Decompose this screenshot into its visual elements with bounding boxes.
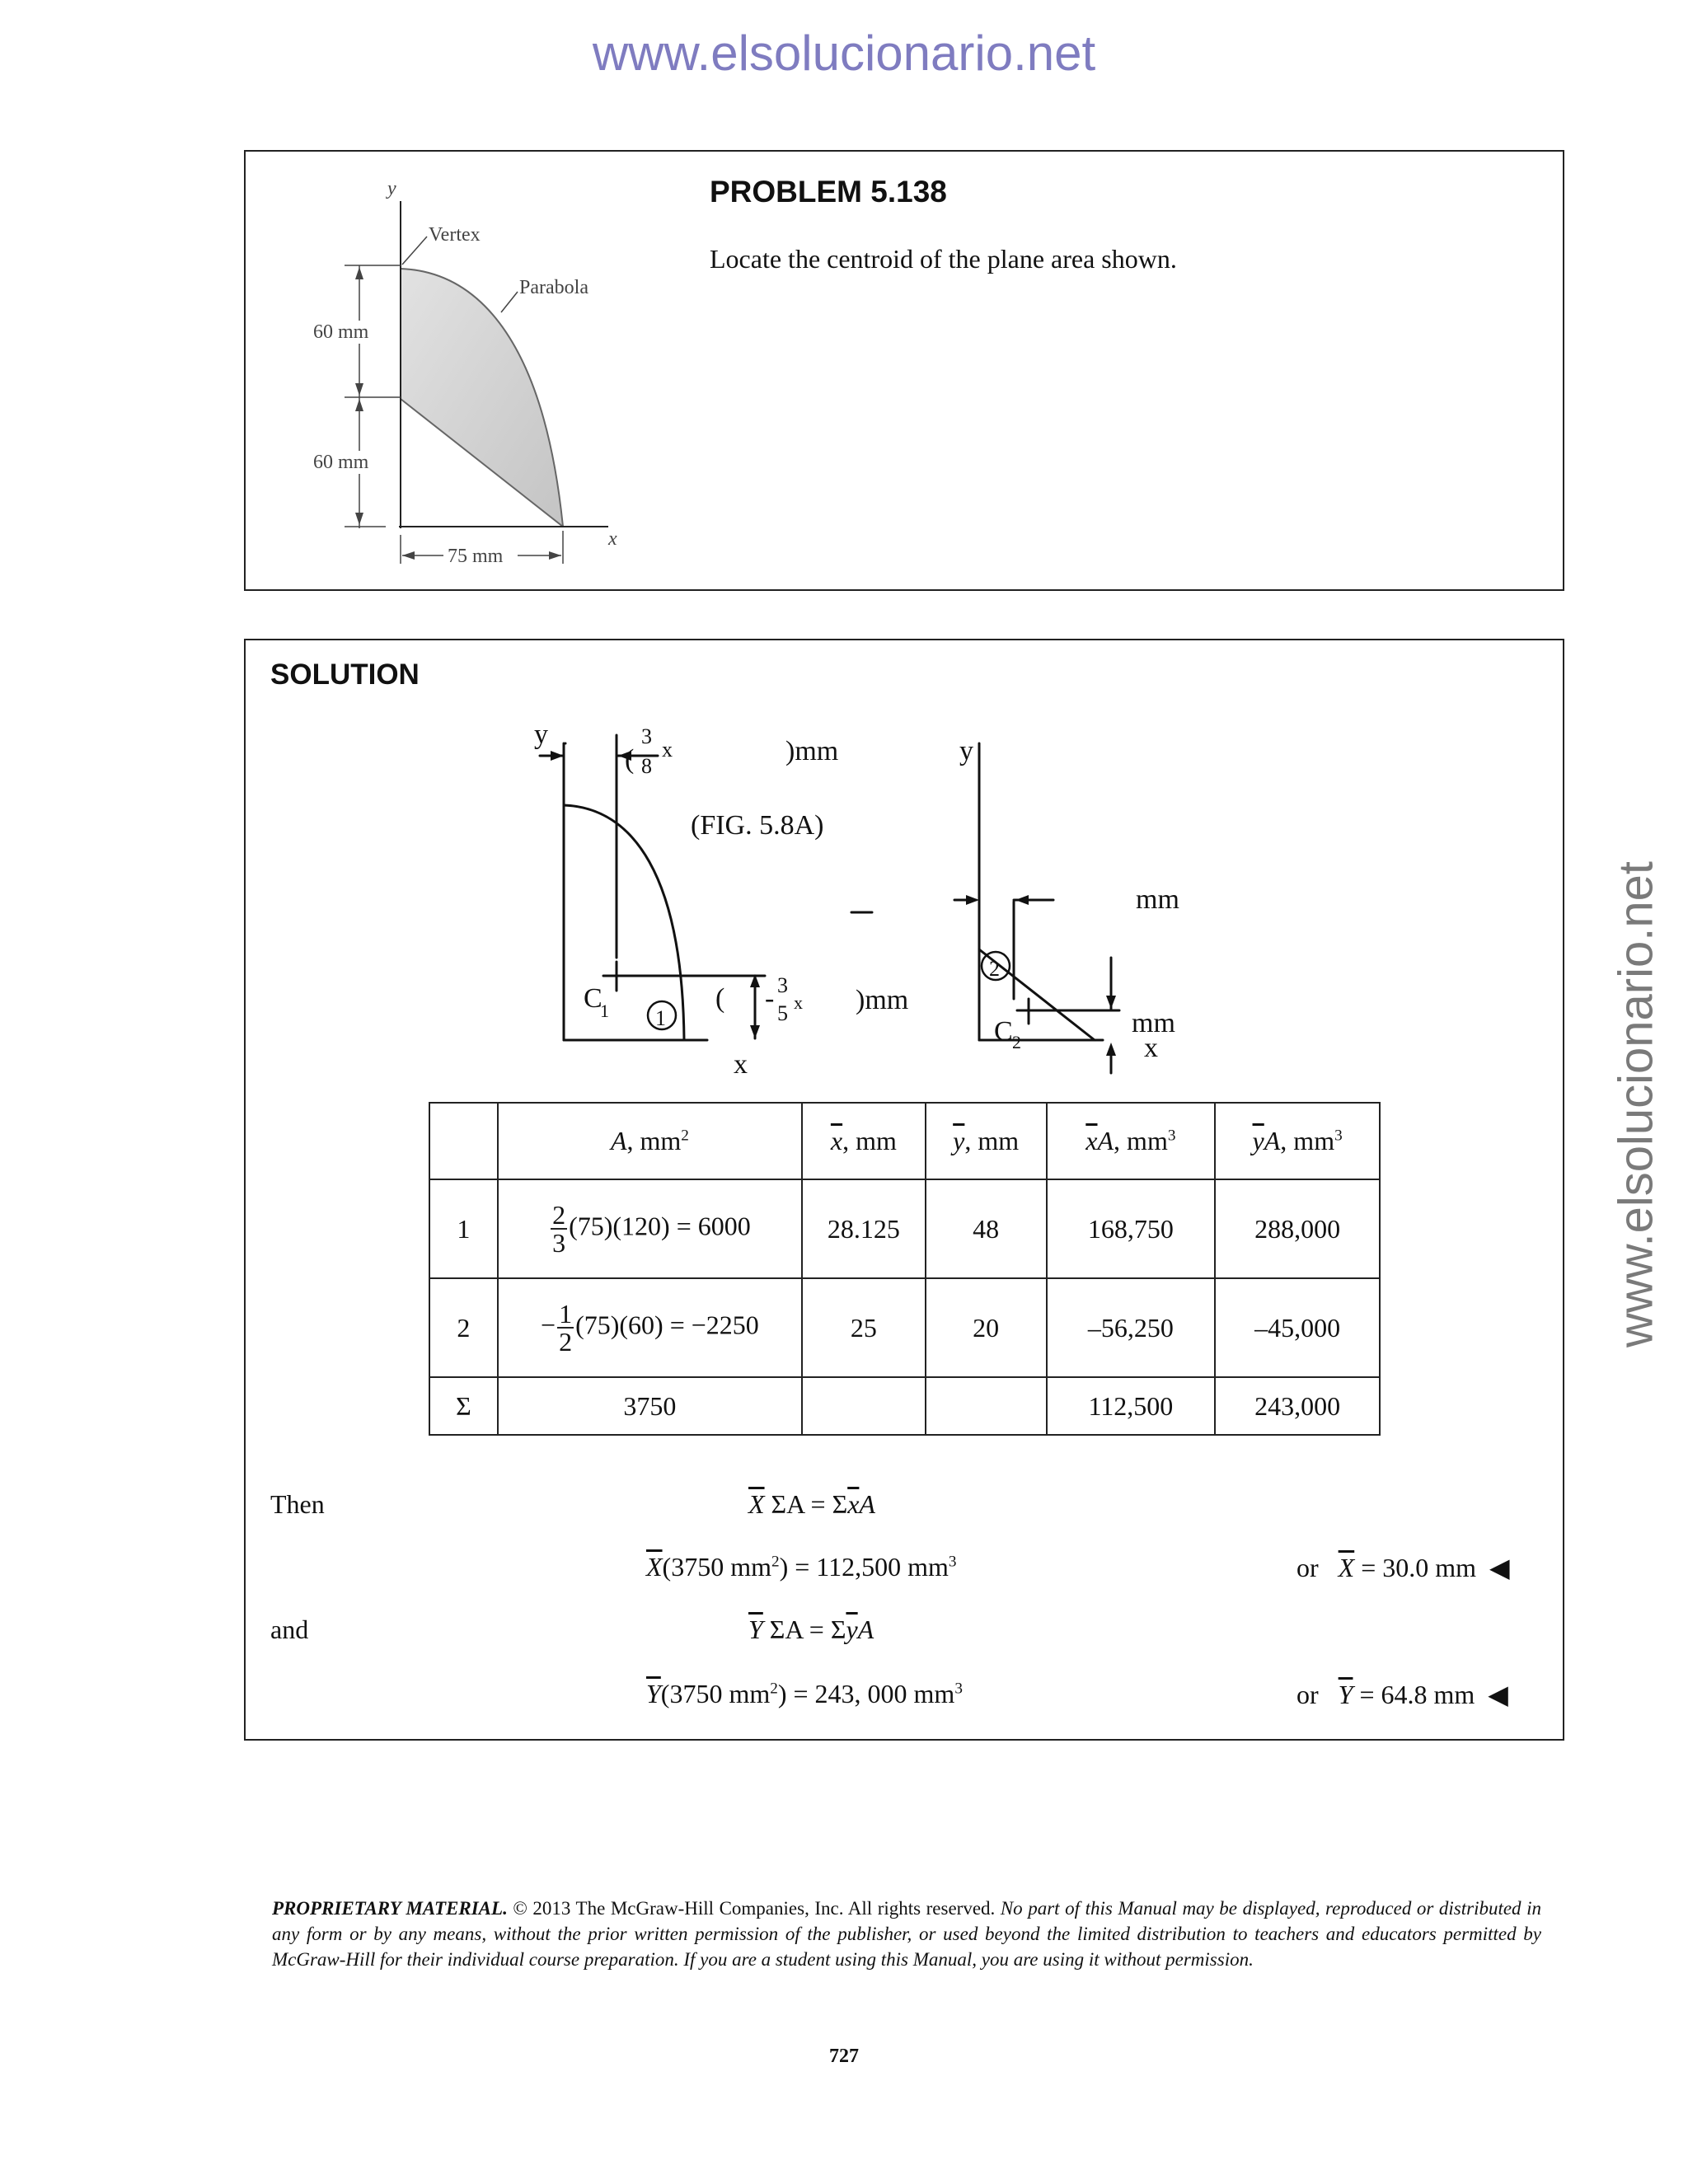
sketch-xbar1-num: 3 <box>641 724 652 748</box>
header-ybar: $\overline{y}$, mm <box>926 1103 1047 1179</box>
sketch-region2: 2 <box>989 957 1000 981</box>
sketch-axis-y2: y <box>959 736 973 766</box>
sketch-axis-y1: y <box>534 719 548 750</box>
row-area: − $\frac{1}{2}$ (75)(60) = −2250 <box>498 1278 802 1377</box>
sketch-c2-sub: 2 <box>1012 1032 1021 1052</box>
sketch-xbar1-open: ( <box>625 744 635 775</box>
answer-marker-icon: ◀ <box>1489 1553 1510 1582</box>
watermark-side: www.elsolucionario.net <box>1609 861 1663 1347</box>
row-ybar: 20 <box>926 1278 1047 1377</box>
result-y: or $\overline{Y} = 64.8$ mm ◀ <box>1296 1680 1508 1709</box>
sum-symbol: Σ <box>429 1377 498 1435</box>
dim-width-label: 75 mm <box>448 546 504 567</box>
row-xa: 168,750 <box>1047 1179 1216 1278</box>
sum-ya: 243,000 <box>1215 1377 1380 1435</box>
shaded-area <box>401 269 563 527</box>
problem-title: PROBLEM 5.138 <box>710 175 947 209</box>
then-label: Then <box>270 1489 325 1519</box>
row-ya: –45,000 <box>1215 1278 1380 1377</box>
header-xa: $\overline{x}A$, $mm^3$ <box>1047 1103 1216 1179</box>
sketch-c1: C <box>584 983 603 1014</box>
and-label: and <box>270 1615 309 1644</box>
solution-title: SOLUTION <box>270 658 420 691</box>
axis-label-x: x <box>608 528 617 550</box>
sketch-c2: C <box>994 1016 1013 1047</box>
solution-box <box>244 639 1564 1741</box>
sketch-ybar1-pre: - <box>765 983 775 1014</box>
equation-3: $\overline{Y}$ $\Sigma A = \Sigma\overline{y}A$ <box>748 1615 874 1644</box>
result-x: or $\overline{X} = 30.0$ mm ◀ <box>1296 1553 1510 1582</box>
equation-2: $\overline{X}(3750$ $mm^2) = 112,500$ $mm^3$ <box>646 1552 957 1582</box>
header-ya: $\overline{y}A$, $mm^3$ <box>1215 1103 1380 1179</box>
table-row <box>429 1278 1380 1377</box>
sketch-axis-x1: x <box>734 1049 748 1080</box>
sketch-ybar1-open: ( <box>715 983 725 1014</box>
dim-upper-label: 60 mm <box>313 321 369 343</box>
page-number: 727 <box>829 2046 859 2067</box>
problem-statement: Locate the centroid of the plane area shown. <box>710 244 1177 274</box>
parabola-label: Parabola <box>519 277 588 298</box>
axis-label-y: y <box>387 178 396 199</box>
sum-xbar <box>802 1377 926 1435</box>
sum-xa: 112,500 <box>1047 1377 1216 1435</box>
sum-area: 3750 <box>498 1377 802 1435</box>
sketch-ybar1-rest: x <box>794 992 803 1013</box>
table-sum-row <box>429 1377 1380 1435</box>
problem-box <box>244 150 1564 591</box>
row-xa: –56,250 <box>1047 1278 1216 1377</box>
sketch1-curve <box>564 805 684 1040</box>
sketch-fig-ref: (FIG. 5.8A) <box>691 810 824 841</box>
equation-1: $\overline{X}$ $\Sigma A = \Sigma\overline{x}A$ <box>748 1489 875 1519</box>
copyright-notice: PROPRIETARY MATERIAL. © 2013 The McGraw-Hill Companies, Inc. All rights reserved. No part of this Manual may be displayed, reproduced or distributed in any form or by any means, without the prior written permission of the publisher, or used beyond the limited distribution to teachers and educators permitted by McGraw-Hill for their individual course preparation. If you are a student using this Manual, you are using it without permission. <box>272 1898 1541 1970</box>
sketch-xbar1-close: )mm <box>785 736 839 766</box>
row-index: 2 <box>429 1278 498 1377</box>
table-header-row <box>429 1103 1380 1179</box>
answer-marker-icon: ◀ <box>1488 1680 1508 1709</box>
sketch-region1: 1 <box>655 1006 666 1030</box>
solution-sketch <box>493 710 1564 1080</box>
problem-figure <box>295 168 724 580</box>
sketch-xbar1-den: 8 <box>641 754 652 778</box>
equation-4: $\overline{Y}(3750$ $mm^2) = 243$, 000 $mm^3$ <box>646 1679 963 1708</box>
row-ya: 288,000 <box>1215 1179 1380 1278</box>
sketch-ybar1-close: )mm <box>856 985 909 1015</box>
dim-lower-label: 60 mm <box>313 452 369 473</box>
sketch-axis-x2: x <box>1144 1033 1158 1063</box>
header-index <box>429 1103 498 1179</box>
row-xbar: 28.125 <box>802 1179 926 1278</box>
vertex-label: Vertex <box>429 224 481 246</box>
sketch-ybar1-den: 5 <box>777 1001 788 1025</box>
row-ybar: 48 <box>926 1179 1047 1278</box>
row-area: $\frac{2}{3}$ (75)(120) = 6000 <box>498 1179 802 1278</box>
results-table <box>429 1102 1381 1436</box>
sum-ybar <box>926 1377 1047 1435</box>
watermark-top: www.elsolucionario.net <box>592 26 1096 81</box>
table-row <box>429 1179 1380 1278</box>
sketch-unit-y2: mm <box>1132 1008 1175 1038</box>
header-xbar: $\overline{x}$, mm <box>802 1103 926 1179</box>
row-xbar: 25 <box>802 1278 926 1377</box>
sketch-c1-sub: 1 <box>600 1001 609 1021</box>
sketch-unit-x2: mm <box>1136 884 1179 915</box>
sketch-xbar1-rest: x <box>662 738 673 762</box>
sketch-ybar1-num: 3 <box>777 973 788 997</box>
header-area: A, $mm^2$ <box>498 1103 802 1179</box>
row-index: 1 <box>429 1179 498 1278</box>
